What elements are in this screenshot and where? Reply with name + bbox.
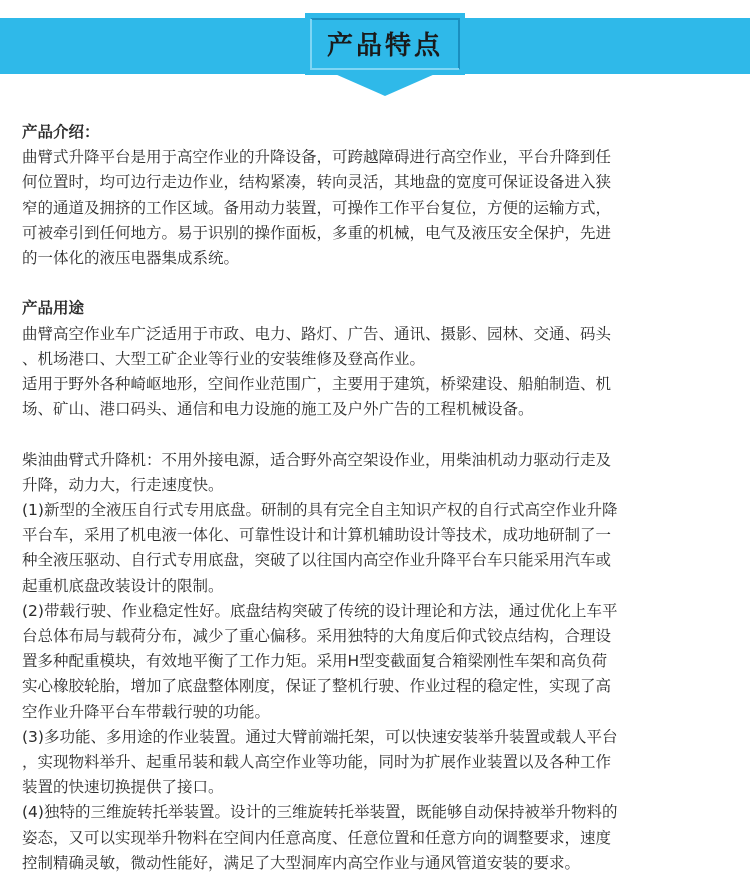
product-description [22,120,728,876]
usage-line: 场、矿山、港口码头、通信和电力设施的施工及户外广告的工程机械设备。 [22,400,534,419]
diesel-line: 台总体布局与载荷分布，减少了重心偏移。采用独特的大角度后仰式铰点结构，合理设 [22,627,612,646]
banner-title: 产品特点 [326,31,443,61]
diesel-line: (2)带载行驶、作业稳定性好。底盘结构突破了传统的设计理论和方法，通过优化上车平 [22,601,618,620]
diesel-line: 空作业升降平台车带载行驶的功能。 [22,702,271,721]
diesel-line: 平台车，采用了机电液一体化、可靠性设计和计算机辅助设计等技术，成功地研制了一 [22,526,612,545]
diesel-line: 实心橡胶轮胎，增加了底盘整体刚度，保证了整机行驶、作业过程的稳定性，实现了高 [22,677,612,696]
diesel-line: 置多种配重模块，有效地平衡了工作力矩。采用H型变截面复合箱梁刚性车架和高负荷 [22,652,608,671]
diesel-line: 起重机底盘改装设计的限制。 [22,576,224,595]
diesel-line: 升降，动力大，行走速度快。 [22,475,224,494]
diesel-line: ，实现物料举升、起重吊装和载人高空作业等功能，同时为扩展作业装置以及各种工作 [22,753,612,772]
intro-line: 何位置时，均可边行走边作业，结构紧凑，转向灵活，其地盘的宽度可保证设备进入狭 [22,173,612,192]
intro-line: 的一体化的液压电器集成系统。 [22,249,240,268]
diesel-line: 装置的快速切换提供了接口。 [22,778,224,797]
intro-heading: 产品介绍： [22,123,100,141]
intro-line: 窄的通道及拥挤的工作区域。备用动力装置，可操作工作平台复位，方便的运输方式， [22,198,612,217]
usage-line: 适用于野外各种崎岖地形，空间作业范围广，主要用于建筑，桥梁建设、船舶制造、机 [22,375,612,394]
diesel-line: 姿态，又可以实现举升物料在空间内任意高度、任意位置和任意方向的调整要求，速度 [22,828,612,847]
usage-line: 、机场港口、大型工矿企业等行业的安装维修及登高作业。 [22,349,426,368]
diesel-line: (4)独特的三维旋转托举装置。设计的三维旋转托举装置，既能够自动保持被举升物料的 [22,803,618,822]
diesel-line: 种全液压驱动、自行式专用底盘，突破了以往国内高空作业升降平台车只能采用汽车或 [22,551,612,570]
usage-line: 曲臂高空作业车广泛适用于市政、电力、路灯、广告、通讯、摄影、园林、交通、码头 [22,324,612,343]
intro-line: 曲臂式升降平台是用于高空作业的升降设备，可跨越障碍进行高空作业，平台升降到任 [22,148,612,167]
diesel-line: 柴油曲臂式升降机：不用外接电源，适合野外高空架设作业，用柴油机动力驱动行走及 [22,450,612,469]
section-banner [0,0,750,100]
diesel-line: 控制精确灵敏，微动性能好，满足了大型洞库内高空作业与通风管道安装的要求。 [22,853,581,872]
diesel-line: (1)新型的全液压自行式专用底盘。研制的具有完全自主知识产权的自行式高空作业升降 [22,501,618,520]
usage-heading: 产品用途 [22,299,85,318]
intro-line: 可被牵引到任何地方。易于识别的操作面板，多重的机械，电气及液压安全保护，先进 [22,223,612,242]
section-spacer [22,271,728,296]
banner-pointer-arrow [335,74,435,96]
diesel-line: (3)多功能、多用途的作业装置。通过大臂前端托架，可以快速安装举升装置或载人平台 [22,727,618,746]
section-spacer [22,422,728,447]
